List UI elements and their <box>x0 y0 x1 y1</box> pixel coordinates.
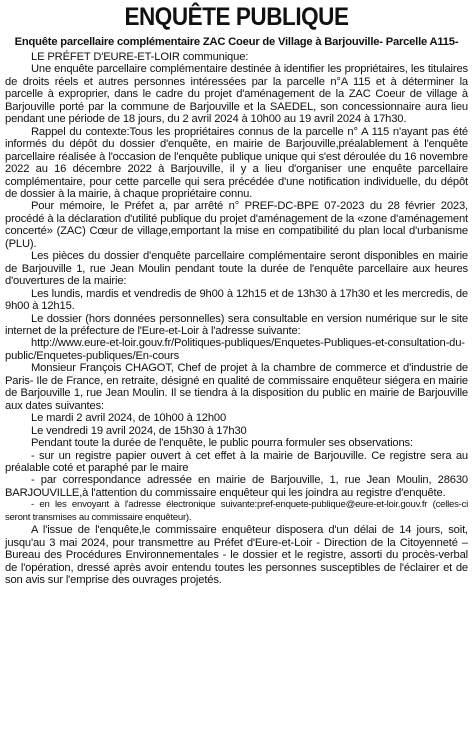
paragraph-reminder: Pour mémoire, le Préfet a, par arrêté n° PREF-DC-BPE 07-2023 du 28 février 2023, procédé à la déclaration d'utilité publique du projet d'aménagement de la «zone d'aménagement concerté» (ZAC) Cœur de village,emportant la mise en compatibilité du plan local d'urbanisme (PLU). <box>5 200 468 250</box>
public-notice <box>5 2 468 734</box>
paragraph-conclusion: A l'issue de l'enquête,le commissaire enquêteur disposera d'un délai de 14 jours, soit, jusqu'au 3 mai 2024, pour transmettre au Préfet d'Eure-et-Loir - Direction de la Citoyenneté – Bureau des Procédures Environnementales - le dossier et le registre, assorti du procès-verbal de l'opération, dressé après avoir entendu toutes les personnes susceptibles de l'éclairer et de son avis sur l'emprise des ouvrages projetés. <box>5 524 468 587</box>
prefecture-url: http://www.eure-et-loir.gouv.fr/Politiques-publiques/Enquetes-Publiques-et-consultation-du-public/Enquetes-publiques/En-cours <box>5 337 465 362</box>
permanence-date-2: Le vendredi 19 avril 2024, de 15h30 à 17h30 <box>31 424 247 437</box>
paragraph-enquiry-purpose: Une enquête parcellaire complémentaire destinée à identifier les propriétaires, les titulaires de droits réels et autres personnes intéressées par la parcelle n°A 115 et à déterminer la parcelle à exproprier, dans le cadre du projet d'aménagement de la ZAC Coeur de village à Barjouville porté par la commune de Barjouville et la SAEDEL, son concessionnaire aura lieu pendant une période de 18 jours, du 2 avril 2024 à 10h00 au 19 avril 2024 à 17h30. <box>5 63 468 126</box>
notice-body <box>5 51 468 586</box>
prefect-intro: LE PRÉFET D'EURE-ET-LOIR communique: <box>31 51 249 63</box>
observation-mail: - par correspondance adressée en mairie de Barjouville, 1, rue Jean Moulin, 28630 BARJOUVILLE,à l'attention du commissaire enquêteur qui les joindra au registre d'enquête. <box>5 474 468 499</box>
paragraph-commissioner: Monsieur François CHAGOT, Chef de projet à la chambre de commerce et d'industrie de Paris- Ile de France, en retraite, désigné en qualité de commissaire enquêteur siégera en mairie de Barjouville 1, rue Jean Moulin. Il se tiendra à la disposition du public en mairie de Barjouville aux dates suivantes: <box>5 362 468 412</box>
paragraph-opening-hours: Les lundis, mardis et vendredis de 9h00 à 12h15 et de 13h30 à 17h30 et les mercredis, de 9h00 à 12h15. <box>5 287 468 313</box>
permanence-date-1: Le mardi 2 avril 2024, de 10h00 à 12h00 <box>31 412 227 425</box>
observation-email: - en les envoyant à l'adresse électronique suivante:pref-enquete-publique@eure-et-loir.gouv.fr (celles-ci seront transmises au commissaire enquêteur). <box>5 499 468 523</box>
paragraph-digital-version: Le dossier (hors données personnelles) sera consultable en version numérique sur le site internet de la préfecture de l'Eure-et-Loir à l'adresse suivante: <box>5 312 468 337</box>
observation-register: - sur un registre papier ouvert à cet effet à la mairie de Barjouville. Ce registre sera au préalable coté et paraphé par le maire <box>5 449 468 474</box>
paragraph-context: Rappel du contexte:Tous les propriétaires connus de la parcelle n° A 115 n'ayant pas été informés du dépôt du dossier d'enquête, en mairie de Barjouville,préalablement à l'enquête parcellaire réalisée à l'occasion de l'enquête publique unique qui s'est déroulée du 16 novembre 2022 au 16 décembre 2022 à Barjouville, il y a lieu d'organiser une enquête parcellaire complémentaire, pour cette parcelle qui sera précédée d'une notification individuelle, du dépôt de dossier à la mairie, à chaque propriétaire connu. <box>5 125 468 200</box>
notice-title: ENQUÊTE PUBLIQUE <box>124 3 349 31</box>
paragraph-dossier-availability: Les pièces du dossier d'enquête parcellaire complémentaire seront disponibles en mairie de Barjouville 1, rue Jean Moulin pendant toute la durée de l'enquête parcellaire aux heures d'ouvertures de la mairie: <box>5 250 468 288</box>
paragraph-observations: Pendant toute la durée de l'enquête, le public pourra formuler ses observations: <box>31 437 413 450</box>
notice-subtitle: Enquête parcellaire complémentaire ZAC Coeur de Village à Barjouville- Parcelle A115- <box>14 36 459 48</box>
